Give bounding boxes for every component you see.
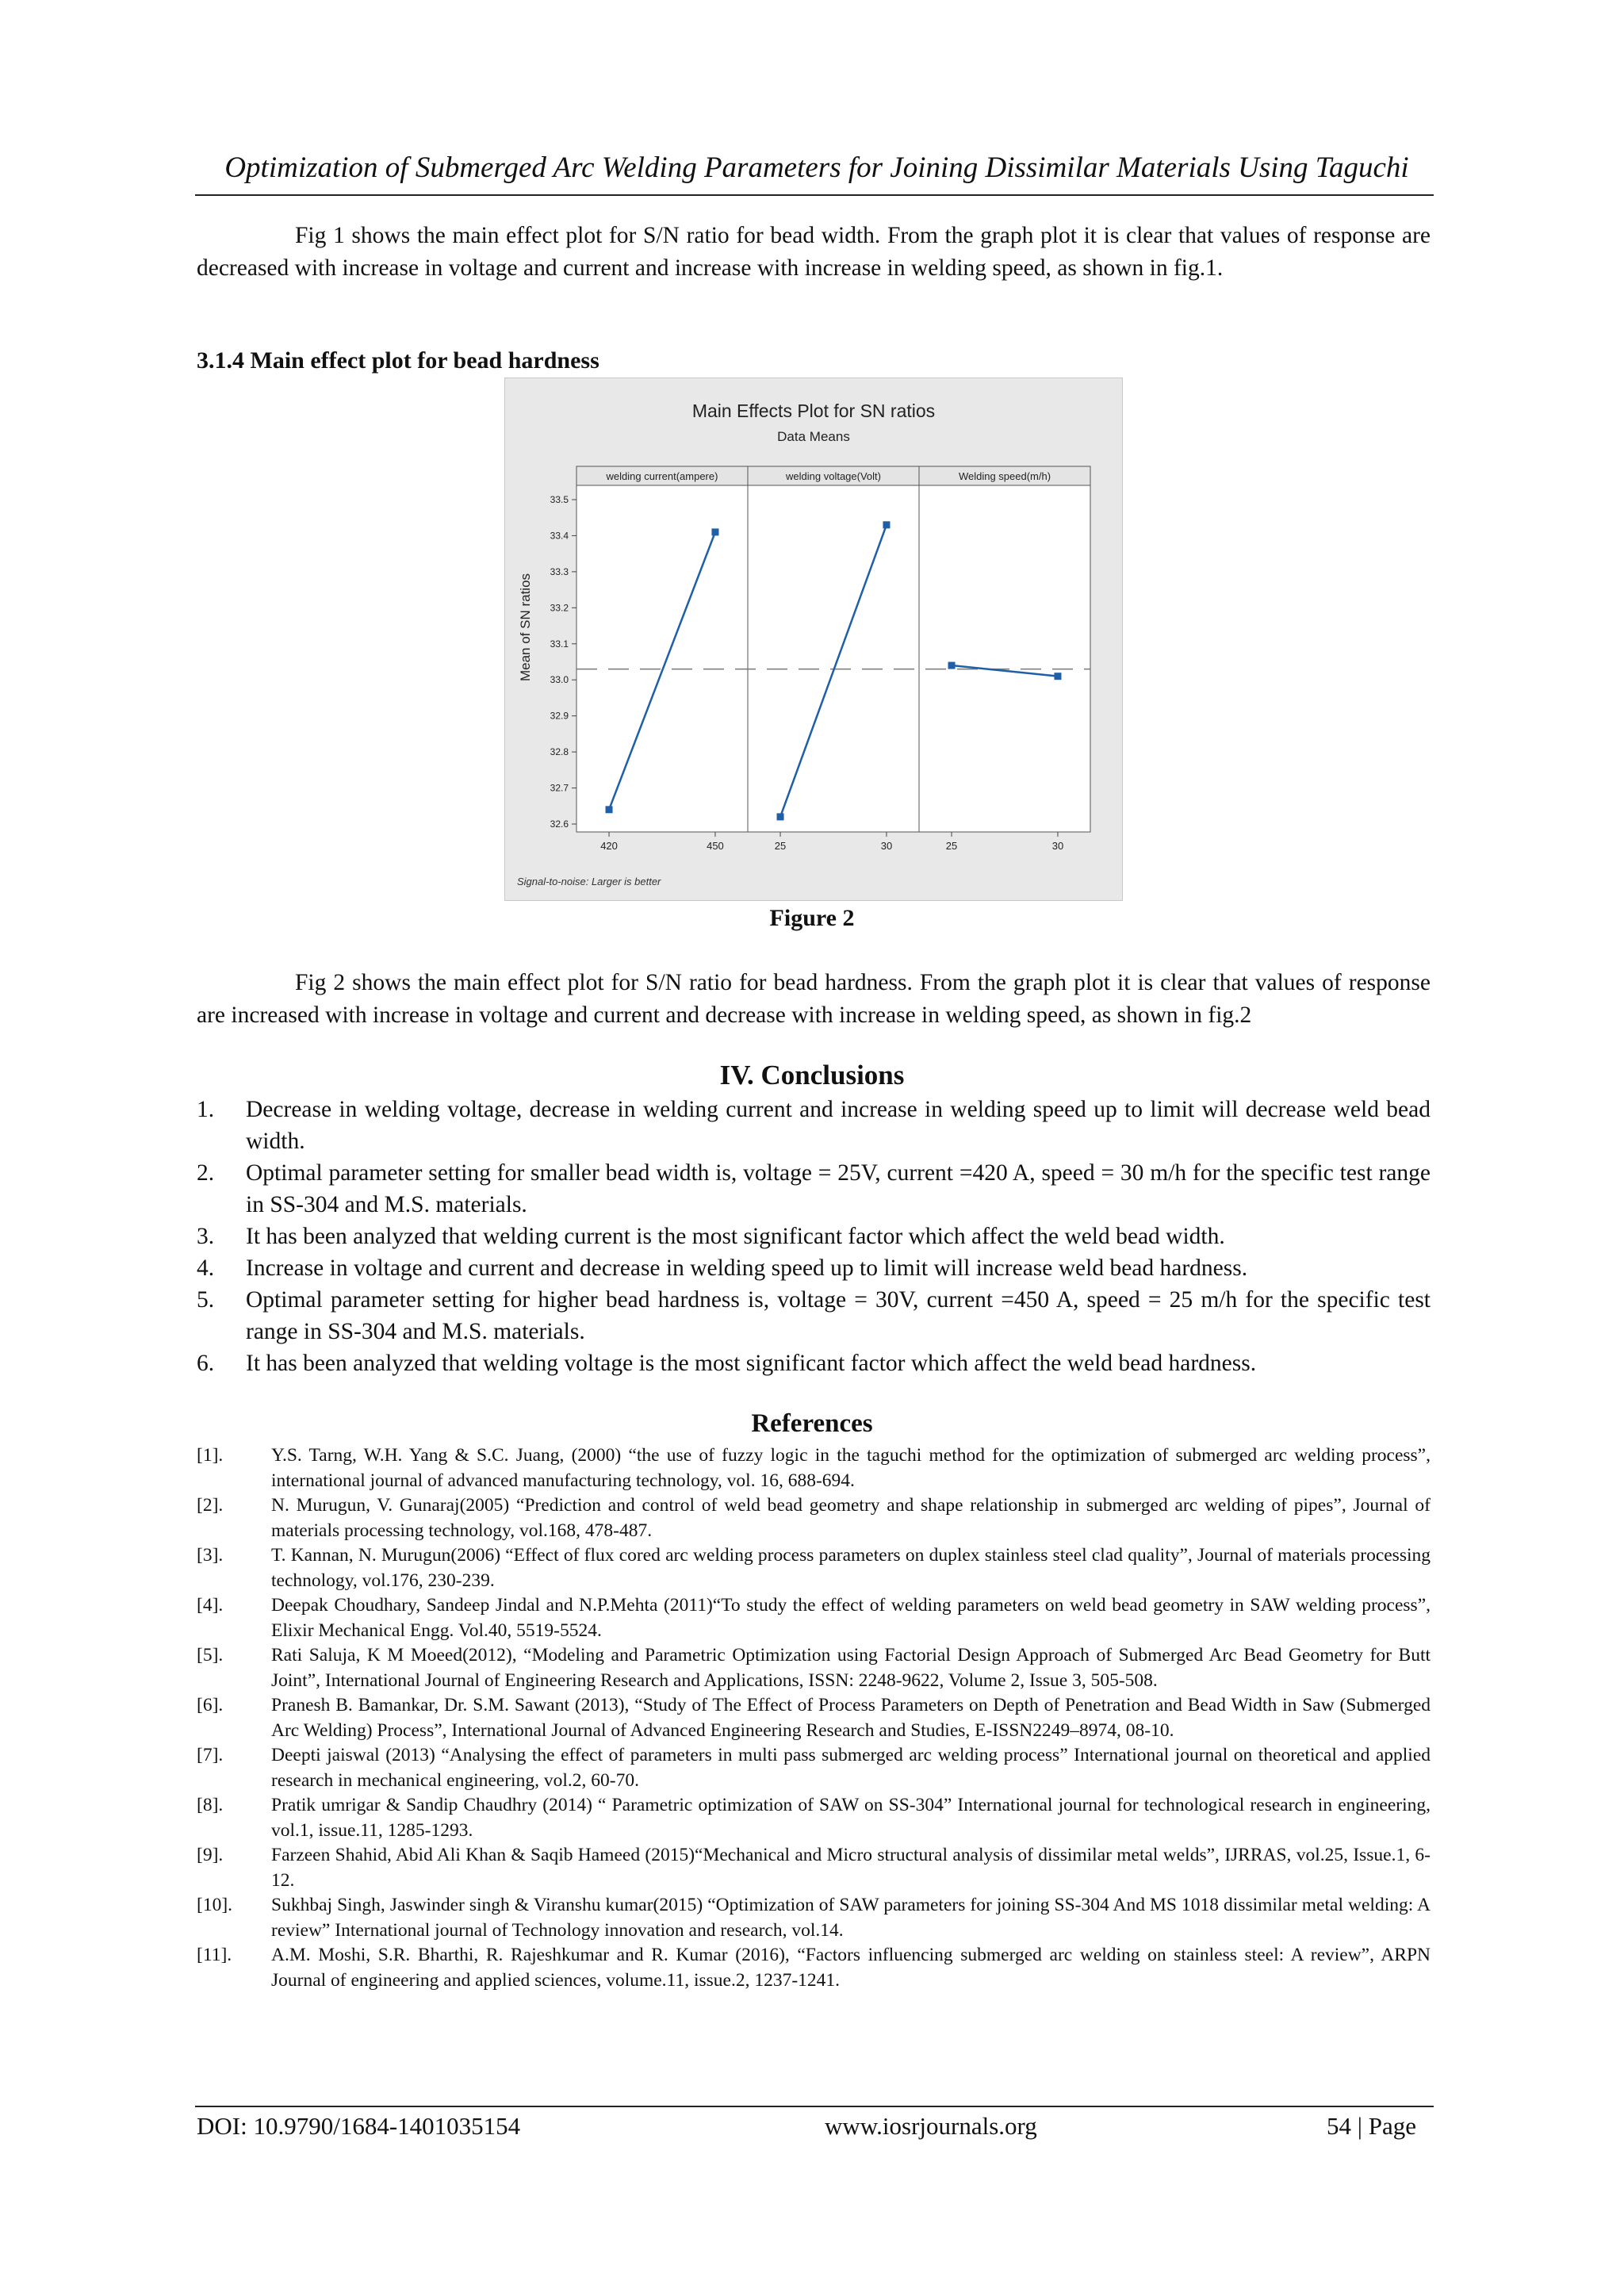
references-list (197, 1443, 1431, 1993)
footer-website[interactable]: www.iosrjournals.org (825, 2112, 1037, 2140)
x-tick-label: 25 (945, 840, 958, 852)
reference-number: [6]. (197, 1695, 224, 1715)
data-point (777, 813, 784, 820)
reference-text: Deepti jaiswal (2013) “Analysing the effect of parameters in multi pass submerged arc welding process” International journal on theoretical and applied research in mechanical engineering, vol.2, 60-70. (271, 1745, 1431, 1791)
x-tick-label: 30 (1051, 840, 1064, 852)
reference-text: Farzeen Shahid, Abid Ali Khan & Saqib Hameed (2015)“Mechanical and Micro structural analysis of dissimilar metal welds”, IJRRAS, vol.25, Issue.1, 6-12. (271, 1845, 1431, 1891)
intro-paragraph: Fig 1 shows the main effect plot for S/N ratio for bead width. From the graph plot it is clear that values of response are decreased with increase in voltage and current and increase with increase in welding speed, as shown in fig.1. (197, 223, 1431, 281)
chart-body (550, 466, 1090, 852)
reference-item (197, 1743, 1431, 1793)
y-tick-label: 32.6 (550, 818, 569, 830)
header-rule (195, 194, 1434, 196)
y-tick-label: 32.8 (550, 746, 569, 758)
y-tick-label: 33.1 (550, 638, 569, 650)
conclusion-text: It has been analyzed that welding voltage is the most significant factor which affect the weld bead hardness. (246, 1351, 1257, 1376)
conclusions-list (197, 1094, 1431, 1379)
data-point (1054, 673, 1061, 680)
reference-number: [11]. (197, 1945, 232, 1965)
conclusion-item (197, 1221, 1431, 1252)
reference-item (197, 1843, 1431, 1893)
panel-frame (919, 485, 1090, 832)
reference-item (197, 1643, 1431, 1693)
y-axis-label: Mean of SN ratios (518, 573, 533, 682)
y-tick-label: 33.2 (550, 602, 569, 614)
reference-item (197, 1543, 1431, 1593)
reference-text: Pratik umrigar & Sandip Chaudhry (2014) “ Parametric optimization of SAW on SS-304” International journal for technological research in engineering, vol.1, issue.11, 1285-1293. (271, 1795, 1431, 1841)
discussion-paragraph: Fig 2 shows the main effect plot for S/N ratio for bead hardness. From the graph plot it is clear that values of response are increased with increase in voltage and current and decrease with increase in welding speed, as shown in fig.2 (197, 970, 1431, 1028)
conclusion-text: Decrease in welding voltage, decrease in welding current and increase in welding speed up to limit will decrease weld bead width. (246, 1097, 1431, 1154)
reference-item (197, 1593, 1431, 1643)
reference-number: [4]. (197, 1595, 224, 1616)
conclusion-item (197, 1157, 1431, 1221)
conclusion-number: 2. (197, 1160, 215, 1186)
conclusion-item (197, 1284, 1431, 1347)
conclusions-title: IV. Conclusions (719, 1060, 905, 1091)
reference-item (197, 1443, 1431, 1493)
reference-number: [3]. (197, 1545, 224, 1566)
footer-doi: DOI: 10.9790/1684-1401035154 (197, 2112, 521, 2140)
reference-item (197, 1893, 1431, 1943)
references-title: References (751, 1409, 873, 1438)
subsection-heading: 3.1.4 Main effect plot for bead hardness (197, 347, 599, 374)
data-point (883, 521, 890, 528)
panel-strip-label: Welding speed(m/h) (958, 470, 1051, 482)
x-tick-label: 25 (774, 840, 787, 852)
data-point (606, 806, 613, 813)
conclusion-text: Increase in voltage and current and decrease in welding speed up to limit will increase weld bead hardness. (246, 1255, 1248, 1281)
conclusion-number: 4. (197, 1255, 215, 1281)
chart-svg (504, 378, 1123, 901)
reference-item (197, 1493, 1431, 1543)
reference-item (197, 1693, 1431, 1743)
reference-text: Rati Saluja, K M Moeed(2012), “Modeling and Parametric Optimization using Factorial Design Approach of Submerged Arc Bead Geometry for Butt Joint”, International Journal of Engineering Research and Applications, ISSN: 2248-9622, Volume 2, Issue 3, 505-508. (271, 1645, 1431, 1691)
panel-strip-label: welding current(ampere) (606, 470, 718, 482)
reference-text: T. Kannan, N. Murugun(2006) “Effect of flux cored arc welding process parameters on duplex stainless steel clad quality”, Journal of materials processing technology, vol.176, 230-239. (271, 1545, 1431, 1591)
conclusion-item (197, 1252, 1431, 1284)
reference-text: Sukhbaj Singh, Jaswinder singh & Viranshu kumar(2015) “Optimization of SAW parameters for joining SS-304 And MS 1018 dissimilar metal welding: A review” International journal of Technology innovation and research, vol.14. (271, 1895, 1431, 1941)
main-effects-chart (504, 378, 1123, 901)
y-tick-label: 33.5 (550, 494, 569, 505)
reference-text: N. Murugun, V. Gunaraj(2005) “Prediction and control of weld bead geometry and shape relationship in submerged arc welding of pipes”, Journal of materials processing technology, vol.168, 478-487. (271, 1495, 1431, 1541)
chart-title: Main Effects Plot for SN ratios (691, 401, 936, 421)
reference-text: Pranesh B. Bamankar, Dr. S.M. Sawant (2013), “Study of The Effect of Process Parameters on Depth of Penetration and Bead Width in Saw (Submerged Arc Welding) Process”, International Journal of Advanced Engineering Research and Studies, E-ISSN2249–8974, 08-10. (271, 1695, 1431, 1741)
reference-number: [5]. (197, 1645, 224, 1665)
reference-text: Deepak Choudhary, Sandeep Jindal and N.P.Mehta (2011)“To study the effect of welding parameters on weld bead geometry in SAW welding process”, Elixir Mechanical Engg. Vol.40, 5519-5524. (271, 1595, 1431, 1641)
y-tick-label: 32.7 (550, 782, 569, 794)
footer-rule (195, 2106, 1434, 2107)
panel-frame (748, 485, 919, 832)
conclusion-text: Optimal parameter setting for higher bead hardness is, voltage = 30V, current =450 A, speed = 25 m/h for the specific test range in SS-304 and M.S. materials. (246, 1287, 1431, 1344)
y-tick-label: 33.3 (550, 565, 569, 577)
x-tick-label: 30 (880, 840, 893, 852)
conclusion-text: Optimal parameter setting for smaller bead width is, voltage = 25V, current =420 A, speed = 30 m/h for the specific test range in SS-304 and M.S. materials. (246, 1160, 1431, 1217)
reference-number: [7]. (197, 1745, 224, 1765)
panel-strip-label: welding voltage(Volt) (786, 470, 881, 482)
conclusion-number: 1. (197, 1097, 215, 1122)
reference-number: [1]. (197, 1445, 224, 1466)
reference-text: A.M. Moshi, S.R. Bharthi, R. Rajeshkumar and R. Kumar (2016), “Factors influencing submerged arc welding on stainless steel: A review”, ARPN Journal of engineering and applied sciences, volume.11, issue.2, 1237-1241. (271, 1945, 1431, 1991)
y-tick-label: 32.9 (550, 710, 569, 722)
reference-number: [8]. (197, 1795, 224, 1815)
figure-caption: Figure 2 (769, 905, 855, 931)
conclusion-number: 5. (197, 1287, 215, 1313)
reference-item (197, 1943, 1431, 1993)
conclusion-item (197, 1094, 1431, 1157)
y-tick-label: 33.4 (550, 530, 569, 542)
x-tick-label: 450 (707, 840, 724, 852)
panel-frame (576, 485, 748, 832)
reference-number: [2]. (197, 1495, 224, 1516)
conclusion-number: 6. (197, 1351, 215, 1376)
reference-text: Y.S. Tarng, W.H. Yang & S.C. Juang, (2000) “the use of fuzzy logic in the taguchi method for the optimization of submerged arc welding process”, international journal of advanced manufacturing technology, vol. 16, 688-694. (271, 1445, 1431, 1491)
data-point (711, 528, 718, 535)
conclusion-text: It has been analyzed that welding current is the most significant factor which affect the weld bead width. (246, 1224, 1225, 1249)
chart-subtitle: Data Means (777, 429, 850, 444)
y-tick-label: 33.0 (550, 674, 569, 686)
reference-item (197, 1793, 1431, 1843)
x-tick-label: 420 (600, 840, 618, 852)
conclusion-item (197, 1347, 1431, 1379)
footer-page-number: 54 | Page (1327, 2112, 1416, 2140)
reference-number: [10]. (197, 1895, 233, 1915)
reference-number: [9]. (197, 1845, 224, 1865)
running-title: Optimization of Submerged Arc Welding Parameters for Joining Dissimilar Materials Using Taguchi (224, 151, 1409, 184)
data-point (948, 662, 956, 669)
chart-footnote: Signal-to-noise: Larger is better (517, 876, 661, 887)
conclusion-number: 3. (197, 1224, 215, 1249)
